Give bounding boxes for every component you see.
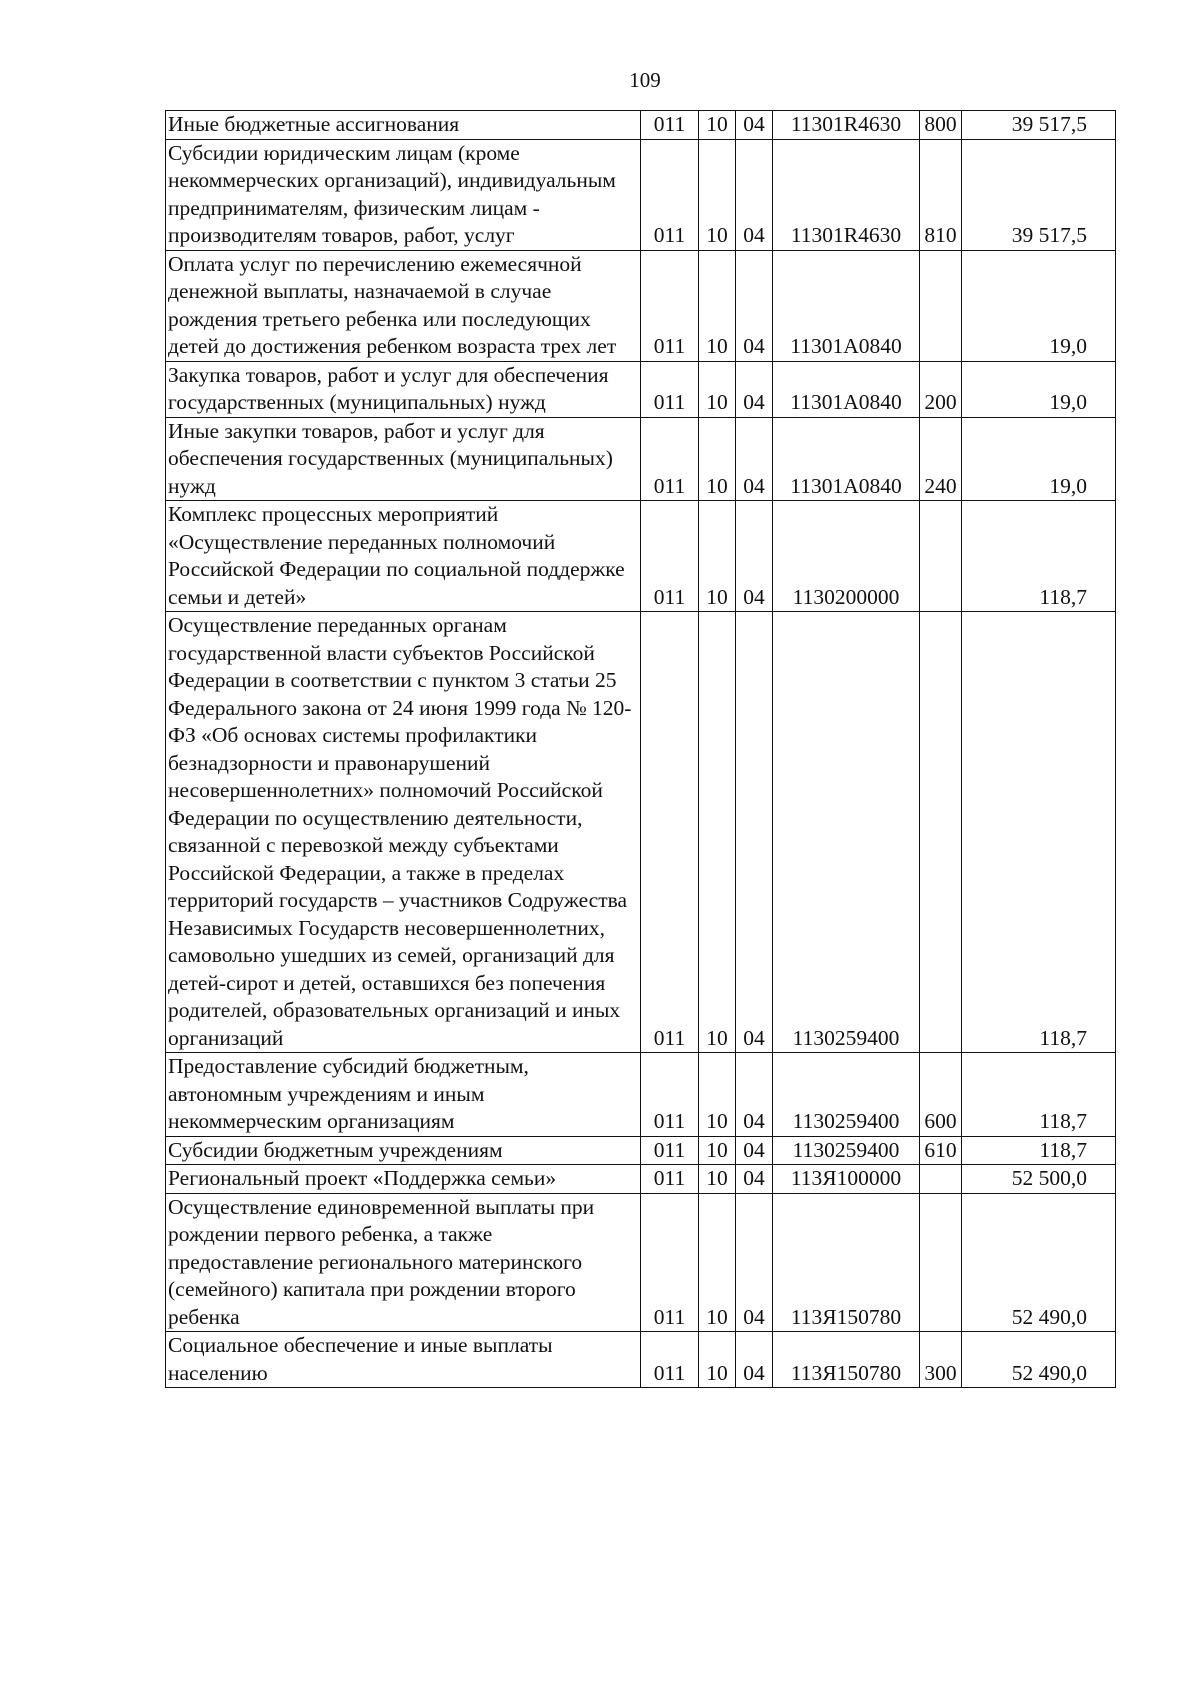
- subsection-code: 04: [736, 612, 773, 1053]
- amount: 39 517,5: [962, 139, 1116, 250]
- target-article-code: 1130259400: [773, 612, 920, 1053]
- section-code: 10: [699, 612, 736, 1053]
- table-row: [166, 250, 1116, 361]
- ministry-code: 011: [641, 1053, 699, 1137]
- target-article-code: 11301A0840: [773, 250, 920, 361]
- ministry-code: 011: [641, 361, 699, 417]
- budget-table-body: [166, 111, 1116, 1388]
- subsection-code: 04: [736, 1053, 773, 1137]
- amount: 118,7: [962, 612, 1116, 1053]
- ministry-code: 011: [641, 1193, 699, 1332]
- section-code: 10: [699, 501, 736, 612]
- section-code: 10: [699, 139, 736, 250]
- subsection-code: 04: [736, 417, 773, 501]
- row-name: Субсидии юридическим лицам (кроме некоммерческих организаций), индивидуальным предпринимателям, физическим лицам - производителям товаров, работ, услуг: [166, 139, 641, 250]
- subsection-code: 04: [736, 139, 773, 250]
- amount: 118,7: [962, 501, 1116, 612]
- target-article-code: 11301A0840: [773, 361, 920, 417]
- table-row: [166, 1193, 1116, 1332]
- row-name: Иные бюджетные ассигнования: [166, 111, 641, 140]
- section-code: 10: [699, 1165, 736, 1194]
- row-name: Социальное обеспечение и иные выплаты населению: [166, 1332, 641, 1388]
- row-name: Осуществление единовременной выплаты при рождении первого ребенка, а также предоставление регионального материнского (семейного) капитала при рождении второго ребенка: [166, 1193, 641, 1332]
- page-number: 109: [629, 68, 661, 92]
- section-code: 10: [699, 1332, 736, 1388]
- amount: 52 500,0: [962, 1165, 1116, 1194]
- table-row: [166, 417, 1116, 501]
- subsection-code: 04: [736, 1165, 773, 1194]
- target-article-code: 11301A0840: [773, 417, 920, 501]
- target-article-code: 11301R4630: [773, 139, 920, 250]
- table-row: [166, 361, 1116, 417]
- expense-type-code: [920, 1193, 962, 1332]
- expense-type-code: 800: [920, 111, 962, 140]
- table-row: [166, 501, 1116, 612]
- budget-table: [165, 110, 1116, 1388]
- row-name: Осуществление переданных органам государственной власти субъектов Российской Федерации в соответствии с пунктом 3 статьи 25 Федерального закона от 24 июня 1999 года № 120-ФЗ «Об основах системы профилактики безнадзорности и правонарушений несовершеннолетних» полномочий Российской Федерации по осуществлению деятельности, связанной с перевозкой между субъектами Российской Федерации, а также в пределах территорий государств – участников Содружества Независимых Государств несовершеннолетних, самовольно ушедших из семей, организаций для детей-сирот и детей, оставшихся без попечения родителей, образовательных организаций и иных организаций: [166, 612, 641, 1053]
- amount: 19,0: [962, 250, 1116, 361]
- row-name: Предоставление субсидий бюджетным, автономным учреждениям и иным некоммерческим организациям: [166, 1053, 641, 1137]
- expense-type-code: [920, 1165, 962, 1194]
- expense-type-code: [920, 612, 962, 1053]
- row-name: Региональный проект «Поддержка семьи»: [166, 1165, 641, 1194]
- table-row: [166, 1136, 1116, 1165]
- expense-type-code: 200: [920, 361, 962, 417]
- target-article-code: 1130200000: [773, 501, 920, 612]
- ministry-code: 011: [641, 1165, 699, 1194]
- subsection-code: 04: [736, 1332, 773, 1388]
- ministry-code: 011: [641, 1332, 699, 1388]
- expense-type-code: [920, 501, 962, 612]
- section-code: 10: [699, 1136, 736, 1165]
- row-name: Субсидии бюджетным учреждениям: [166, 1136, 641, 1165]
- ministry-code: 011: [641, 111, 699, 140]
- amount: 52 490,0: [962, 1332, 1116, 1388]
- amount: 52 490,0: [962, 1193, 1116, 1332]
- table-row: [166, 1165, 1116, 1194]
- section-code: 10: [699, 417, 736, 501]
- amount: 19,0: [962, 417, 1116, 501]
- target-article-code: 113Я150780: [773, 1332, 920, 1388]
- ministry-code: 011: [641, 1136, 699, 1165]
- expense-type-code: 810: [920, 139, 962, 250]
- section-code: 10: [699, 1193, 736, 1332]
- section-code: 10: [699, 111, 736, 140]
- table-row: [166, 1053, 1116, 1137]
- amount: 19,0: [962, 361, 1116, 417]
- table-row: [166, 139, 1116, 250]
- target-article-code: 1130259400: [773, 1053, 920, 1137]
- expense-type-code: 600: [920, 1053, 962, 1137]
- ministry-code: 011: [641, 501, 699, 612]
- table-row: [166, 612, 1116, 1053]
- subsection-code: 04: [736, 1136, 773, 1165]
- target-article-code: 113Я100000: [773, 1165, 920, 1194]
- subsection-code: 04: [736, 361, 773, 417]
- target-article-code: 113Я150780: [773, 1193, 920, 1332]
- subsection-code: 04: [736, 250, 773, 361]
- amount: 118,7: [962, 1053, 1116, 1137]
- subsection-code: 04: [736, 501, 773, 612]
- ministry-code: 011: [641, 250, 699, 361]
- expense-type-code: [920, 250, 962, 361]
- row-name: Закупка товаров, работ и услуг для обеспечения государственных (муниципальных) нужд: [166, 361, 641, 417]
- expense-type-code: 610: [920, 1136, 962, 1165]
- row-name: Оплата услуг по перечислению ежемесячной денежной выплаты, назначаемой в случае рождения третьего ребенка или последующих детей до достижения ребенком возраста трех лет: [166, 250, 641, 361]
- ministry-code: 011: [641, 139, 699, 250]
- subsection-code: 04: [736, 111, 773, 140]
- table-row: [166, 1332, 1116, 1388]
- ministry-code: 011: [641, 417, 699, 501]
- amount: 39 517,5: [962, 111, 1116, 140]
- section-code: 10: [699, 250, 736, 361]
- target-article-code: 11301R4630: [773, 111, 920, 140]
- row-name: Комплекс процессных мероприятий «Осуществление переданных полномочий Российской Федерации по социальной поддержке семьи и детей»: [166, 501, 641, 612]
- ministry-code: 011: [641, 612, 699, 1053]
- row-name: Иные закупки товаров, работ и услуг для обеспечения государственных (муниципальных) нужд: [166, 417, 641, 501]
- section-code: 10: [699, 1053, 736, 1137]
- table-row: [166, 111, 1116, 140]
- expense-type-code: 240: [920, 417, 962, 501]
- expense-type-code: 300: [920, 1332, 962, 1388]
- section-code: 10: [699, 361, 736, 417]
- subsection-code: 04: [736, 1193, 773, 1332]
- target-article-code: 1130259400: [773, 1136, 920, 1165]
- amount: 118,7: [962, 1136, 1116, 1165]
